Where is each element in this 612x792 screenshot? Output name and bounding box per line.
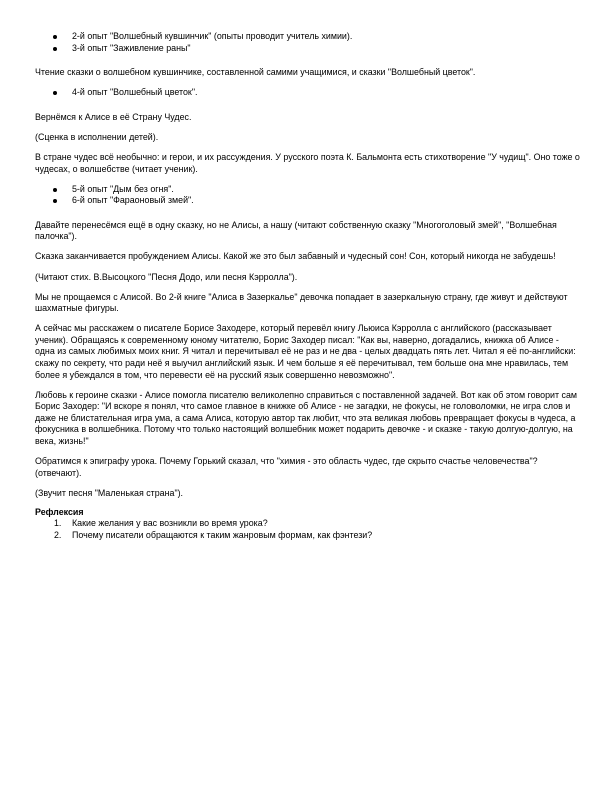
document-body — [35, 31, 580, 542]
experiment-list-1 — [35, 31, 580, 54]
reflection-questions — [35, 518, 580, 541]
paragraph: (Сценка в исполнении детей). — [35, 131, 159, 142]
list-item: 6-й опыт "Фараоновый змей". — [35, 195, 580, 207]
list-number: 1. — [54, 518, 62, 529]
paragraph: Чтение сказки о волшебном кувшинчике, составленной самими учащимися, и сказки "Волшебный цветок". — [35, 67, 476, 78]
paragraph: (Читают стих. В.Высоцкого "Песня Додо, или песня Кэрролла"). — [35, 271, 298, 282]
list-item: 2-й опыт "Волшебный кувшинчик" (опыты проводит учитель химии). — [35, 31, 580, 43]
paragraph: Давайте перенесёмся ещё в одну сказку, но не Алисы, а нашу (читают собственную сказку "Многоголовый змей", "Волшебная палочка"). — [35, 219, 557, 242]
paragraph: В стране чудес всё необычно: и герои, и их рассуждения. У русского поэта К. Бальмонта есть стихотворение "У чудищ". Оно тоже о чудесах, о волшебстве (читает ученик). — [35, 151, 580, 174]
list-text: Почему писатели обращаются к таким жанровым формам, как фэнтези? — [72, 529, 373, 540]
experiment-list-2 — [35, 87, 580, 99]
experiment-list-3 — [35, 184, 580, 207]
list-text: Какие желания у вас возникли во время урока? — [72, 518, 268, 529]
list-number: 2. — [54, 529, 62, 540]
paragraph: Вернёмся к Алисе в её Страну Чудес. — [35, 111, 192, 122]
paragraph: Сказка заканчивается пробуждением Алисы. Какой же это был забавный и чудесный сон! Сон, который никогда не забудешь! — [35, 251, 556, 262]
paragraph: Обратимся к эпиграфу урока. Почему Горький сказал, что "химия - это область чудес, где скрыто счастье человечества"? (отвечают). — [35, 456, 538, 478]
list-item — [35, 518, 580, 530]
paragraph: (Звучит песня "Маленькая страна"). — [35, 487, 184, 498]
paragraph: А сейчас мы расскажем о писателе Борисе Заходере, который перевёл книгу Льюиса Кэрролла с английского (рассказывает ученик). Обращаясь к современному юному читателю, Борис Заходер писал: "Как вы, наверно, догадались, книжка об Алисе - одна из самых любимых моих книг. Я читал и перечитывал её не раз и не два - целых двадцать пять лет. Читал я её по-английски: скажу по секрету, что ради неё я выучил английский язык. И чем больше я её перечитывал, тем больше она мне нравилась, тем более я убеждался в том, что перевести её на русский язык совершенно невозможно". — [35, 323, 576, 380]
list-item: 3-й опыт "Заживление раны" — [35, 43, 580, 55]
list-item: 5-й опыт "Дым без огня". — [35, 184, 580, 196]
paragraph: Любовь к героине сказки - Алисе помогла писателю великолепно справиться с поставленной задачей. Вот как об этом говорит сам Борис Заходер: "И вскоре я понял, что самое главное в книжке об Алисе - не загадки, не фокусы, не головоломки, не игра слов и даже не блистательная игра ума, а сама Алиса, которую автор так любит, что эта великая любовь превращает фокусы в чудеса, а фокусника в волшебника. Потому что только настоящий волшебник может подарить девочке - и сказке - такую долгую-долгую, на века, жизнь!" — [35, 389, 577, 446]
list-item: 4-й опыт "Волшебный цветок". — [35, 87, 580, 99]
section-heading: Рефлексия — [35, 506, 84, 517]
list-item — [35, 530, 580, 542]
paragraph: Мы не прощаемся с Алисой. Во 2-й книге "Алиса в Зазеркалье" девочка попадает в зазеркальную страну, где живут и действуют шахматные фигуры. — [35, 291, 568, 314]
